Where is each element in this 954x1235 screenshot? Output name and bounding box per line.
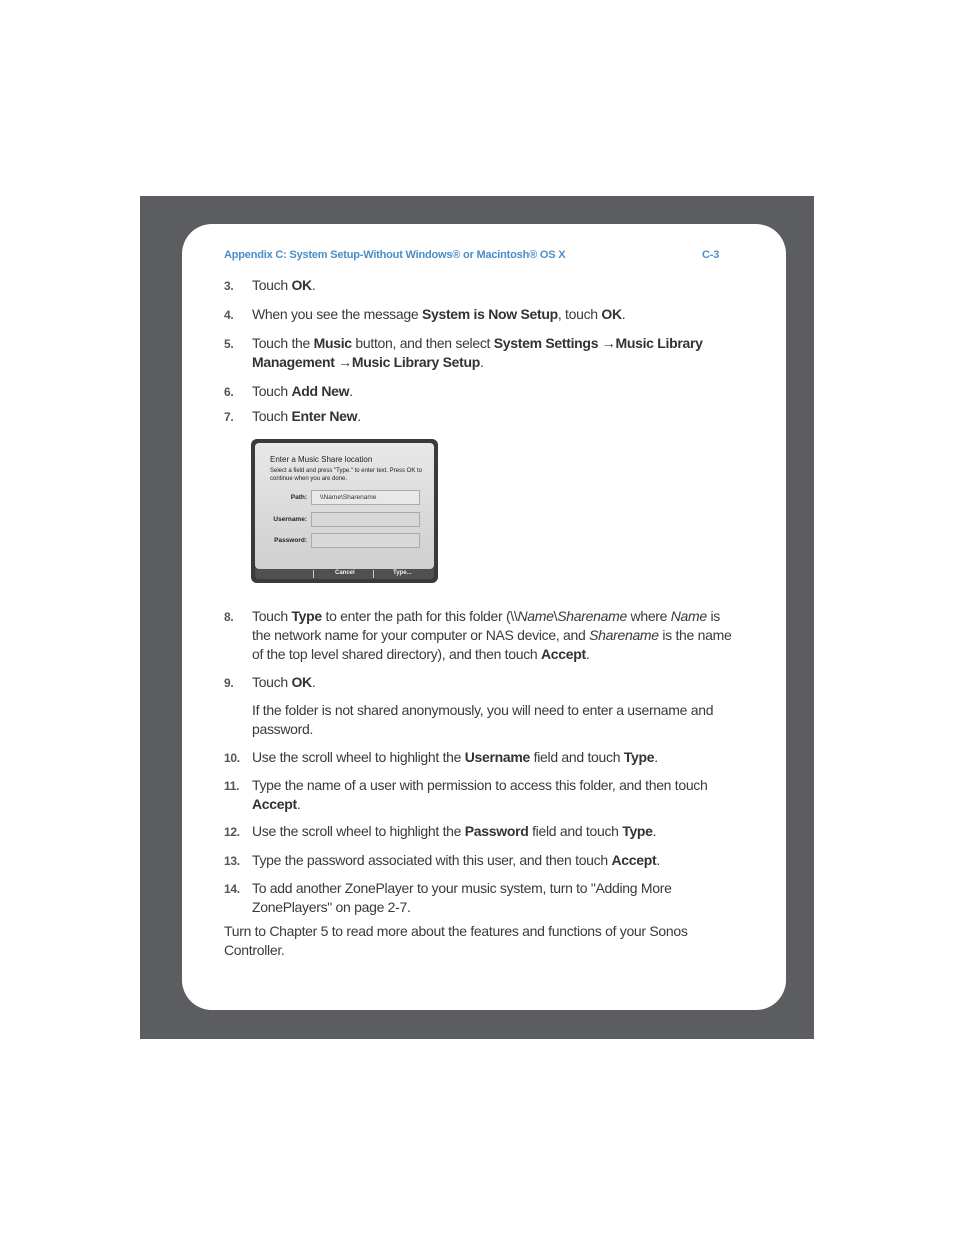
step-text-run: . <box>311 674 316 690</box>
step-text-run: Touch the <box>252 335 314 351</box>
dialog-help: Select a field and press "Type." to enter text. Press OK to continue when you are done. <box>270 468 423 482</box>
step-text-run: . <box>585 646 590 662</box>
step-text-run: , touch <box>557 306 602 322</box>
step-text-run: Password <box>464 823 529 839</box>
step-text-run: . <box>652 823 657 839</box>
step-text-run: Enter New <box>291 408 358 424</box>
step-text-run: Use the scroll wheel to highlight the <box>252 823 465 839</box>
step-text-run: to enter the path for this folder (\\ <box>321 608 518 624</box>
step-text-run: → <box>334 354 352 370</box>
step-number: 11. <box>224 779 240 793</box>
step-text-run: Type <box>622 823 653 839</box>
step-text-run: button, and then select <box>351 335 494 351</box>
step-text <box>252 776 742 814</box>
step-text-run: . <box>296 796 301 812</box>
step-text-run: Touch <box>252 608 292 624</box>
step-text <box>252 276 742 295</box>
step-9-note: If the folder is not shared anonymously, you will need to enter a username and password. <box>252 702 714 737</box>
username-label: Username: <box>273 516 307 523</box>
step-text <box>252 334 742 372</box>
softkey-divider <box>373 570 374 578</box>
step-text <box>252 305 742 324</box>
step-text <box>252 748 742 767</box>
step-number: 9. <box>224 676 234 690</box>
step-text-run: . <box>357 408 361 424</box>
step-number: 10. <box>224 751 240 765</box>
step-text <box>252 673 742 692</box>
step-text-run: field and touch <box>530 749 624 765</box>
step-text-run: Sharename <box>589 627 659 643</box>
step-text-run: is the name of the top level shared directory), and then touch <box>252 627 732 662</box>
step-text-run: Touch <box>252 674 292 690</box>
step-text <box>252 407 742 426</box>
step-text-run: Accept <box>541 646 586 662</box>
step-text-run: Accept <box>611 852 657 868</box>
step-text <box>252 607 742 664</box>
step-text <box>252 879 742 917</box>
softkey-divider <box>313 570 314 578</box>
music-share-dialog-screenshot <box>251 439 438 583</box>
step-text-run: Touch <box>252 277 292 293</box>
step-text-run: Type <box>291 608 322 624</box>
step-text-run: Type <box>623 749 655 765</box>
dialog-title: Enter a Music Share location <box>270 455 373 464</box>
step-text-run: Music Library Management <box>252 335 703 370</box>
step-text-run: Name <box>670 608 707 624</box>
running-header: Appendix C: System Setup-Without Windows® or Macintosh® OS X <box>224 249 566 261</box>
path-field[interactable]: \\Name\Sharename <box>311 490 420 505</box>
step-text-run: Use the scroll wheel to highlight the <box>252 749 465 765</box>
step-number: 5. <box>224 337 234 351</box>
step-text-run: OK <box>601 306 622 322</box>
step-text-run: Touch <box>252 383 292 399</box>
step-text <box>252 851 742 870</box>
step-text-run: Music <box>313 335 352 351</box>
step-number: 6. <box>224 385 234 399</box>
step-text-run: When you see the message <box>252 306 422 322</box>
step-text <box>252 382 742 401</box>
step-text-run: → <box>598 335 616 351</box>
step-text-run: OK <box>291 674 312 690</box>
step-text-run: where <box>626 608 671 624</box>
dialog-softkey-bar <box>255 569 434 579</box>
step-text-run: Sharename <box>557 608 627 624</box>
step-number: 14. <box>224 882 240 896</box>
password-field[interactable] <box>311 533 420 548</box>
step-number: 13. <box>224 854 240 868</box>
step-text-run: Accept <box>252 796 297 812</box>
step-text <box>252 822 742 841</box>
step-text-run: . <box>479 354 484 370</box>
step-text-run: \ <box>553 608 558 624</box>
username-field[interactable] <box>311 512 420 527</box>
step-text-run: System is Now Setup <box>421 306 558 322</box>
step-text-run: field and touch <box>528 823 623 839</box>
cancel-button[interactable]: Cancel <box>335 570 355 576</box>
step-text-run: Music Library Setup <box>351 354 480 370</box>
step-text-run: Touch <box>252 408 292 424</box>
step-text-run: Username <box>464 749 531 765</box>
step-number: 3. <box>224 279 234 293</box>
step-text-run: To add another ZonePlayer to your music system, turn to "Adding More ZonePlayers" on page 2-7. <box>252 880 672 915</box>
step-text-run: . <box>621 306 626 322</box>
path-label: Path: <box>290 494 307 501</box>
step-number: 4. <box>224 308 234 322</box>
step-text-run: . <box>349 383 353 399</box>
step-text-run: Type the password associated with this user, and then touch <box>252 852 612 868</box>
closing-paragraph: Turn to Chapter 5 to read more about the features and functions of your Sonos Controller. <box>224 923 688 958</box>
step-number: 7. <box>224 410 234 424</box>
step-text-run: Add New <box>291 383 350 399</box>
step-number: 12. <box>224 825 240 839</box>
page-number: C-3 <box>702 249 720 261</box>
step-text-run: Type the name of a user with permission to access this folder, and then touch <box>252 777 708 793</box>
step-text-run: . <box>656 852 660 868</box>
step-text-run: Name <box>517 608 554 624</box>
password-label: Password: <box>274 537 307 544</box>
step-text-run: . <box>311 277 316 293</box>
step-text-run: is the network name for your computer or NAS device, and <box>252 608 721 643</box>
dialog-body <box>255 443 434 569</box>
type-button[interactable]: Type... <box>393 570 412 576</box>
step-text-run: OK <box>291 277 312 293</box>
step-text-run: . <box>654 749 658 765</box>
step-number: 8. <box>224 610 234 624</box>
step-text-run: System Settings <box>493 335 599 351</box>
